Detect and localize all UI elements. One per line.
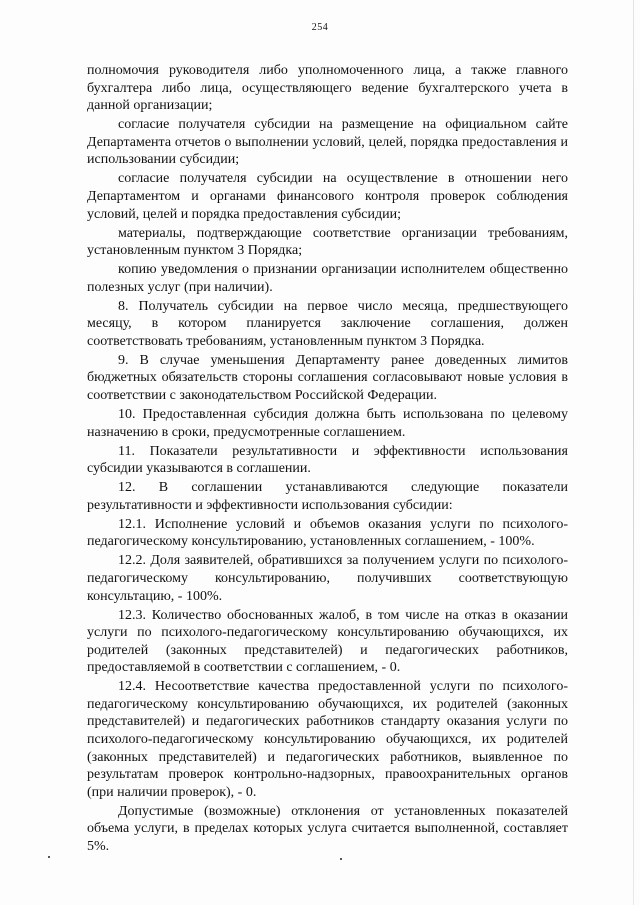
paragraph-item-9: 9. В случае уменьшения Департаменту ранее доведенных лимитов бюджетных обязательств стороны соглашения согласовывают новые условия в соответствии с законодательством Российской Федерации. bbox=[87, 352, 568, 404]
scan-speck bbox=[48, 856, 50, 858]
scan-speck bbox=[340, 858, 342, 860]
paragraph: материалы, подтверждающие соответствие организации требованиям, установленным пунктом 3 Порядка; bbox=[87, 225, 568, 259]
paragraph: копию уведомления о признании организации исполнителем общественно полезных услуг (при наличии). bbox=[87, 262, 568, 295]
paragraph: согласие получателя субсидии на размещение на официальном сайте Департамента отчетов о выполнении условий, целей, порядка предоставления и использовании субсидии; bbox=[87, 117, 568, 168]
scan-edge-line bbox=[633, 0, 634, 905]
paragraph-item-12-4: 12.4. Несоответствие качества предоставленной услуги по психолого-педагогическому консультированию обучающихся, их родителей (законных представителей) и педагогических работников стандарту оказания услуги по психолого-педагогическому консультированию обучающихся, их родителей (законных представителей) и педагогических работников, выявленное по результатам проверок контрольно-надзорных, правоохранительных органов (при наличии проверок), - 0. bbox=[87, 679, 568, 800]
document-body bbox=[87, 62, 568, 857]
paragraph-tolerance: Допустимые (возможные) отклонения от установленных показателей объема услуги, в пределах которых услуга считается выполненной, составляет 5%. bbox=[87, 803, 568, 854]
paragraph-item-8: 8. Получатель субсидии на первое число месяца, предшествующего месяцу, в котором планируется заключение соглашения, должен соответствовать требованиям, установленным пунктом 3 Порядка. bbox=[87, 298, 568, 349]
paragraph-item-12-1: 12.1. Исполнение условий и объемов оказания услуги по психолого-педагогическому консультированию, установленных соглашением, - 100%. bbox=[87, 516, 568, 550]
paragraph-item-12-2: 12.2. Доля заявителей, обратившихся за получением услуги по психолого-педагогическому консультированию, получивших соответствующую консультацию, - 100%. bbox=[87, 553, 568, 604]
paragraph: полномочия руководителя либо уполномоченного лица, а также главного бухгалтера либо лица, осуществляющего ведение бухгалтерского учета в данной организации; bbox=[87, 63, 568, 114]
paragraph-item-10: 10. Предоставленная субсидия должна быть использована по целевому назначению в сроки, предусмотренные соглашением. bbox=[87, 407, 568, 440]
paragraph-item-12: 12. В соглашении устанавливаются следующие показатели результативности и эффективности использования субсидии: bbox=[87, 480, 568, 513]
paragraph: согласие получателя субсидии на осуществление в отношении него Департаментом и органами финансового контроля проверок соблюдения условий, целей и порядка предоставления субсидии; bbox=[87, 171, 568, 222]
paragraph-item-12-3: 12.3. Количество обоснованных жалоб, в том числе на отказ в оказании услуги по психолого-педагогическому консультированию обучающихся, их родителей (законных представителей) и педагогических работников, предоставляемой в соответствии с соглашением, - 0. bbox=[87, 607, 568, 676]
page-number: 254 bbox=[311, 22, 329, 33]
paragraph-item-11: 11. Показатели результативности и эффективности использования субсидии указываются в соглашении. bbox=[87, 443, 568, 477]
